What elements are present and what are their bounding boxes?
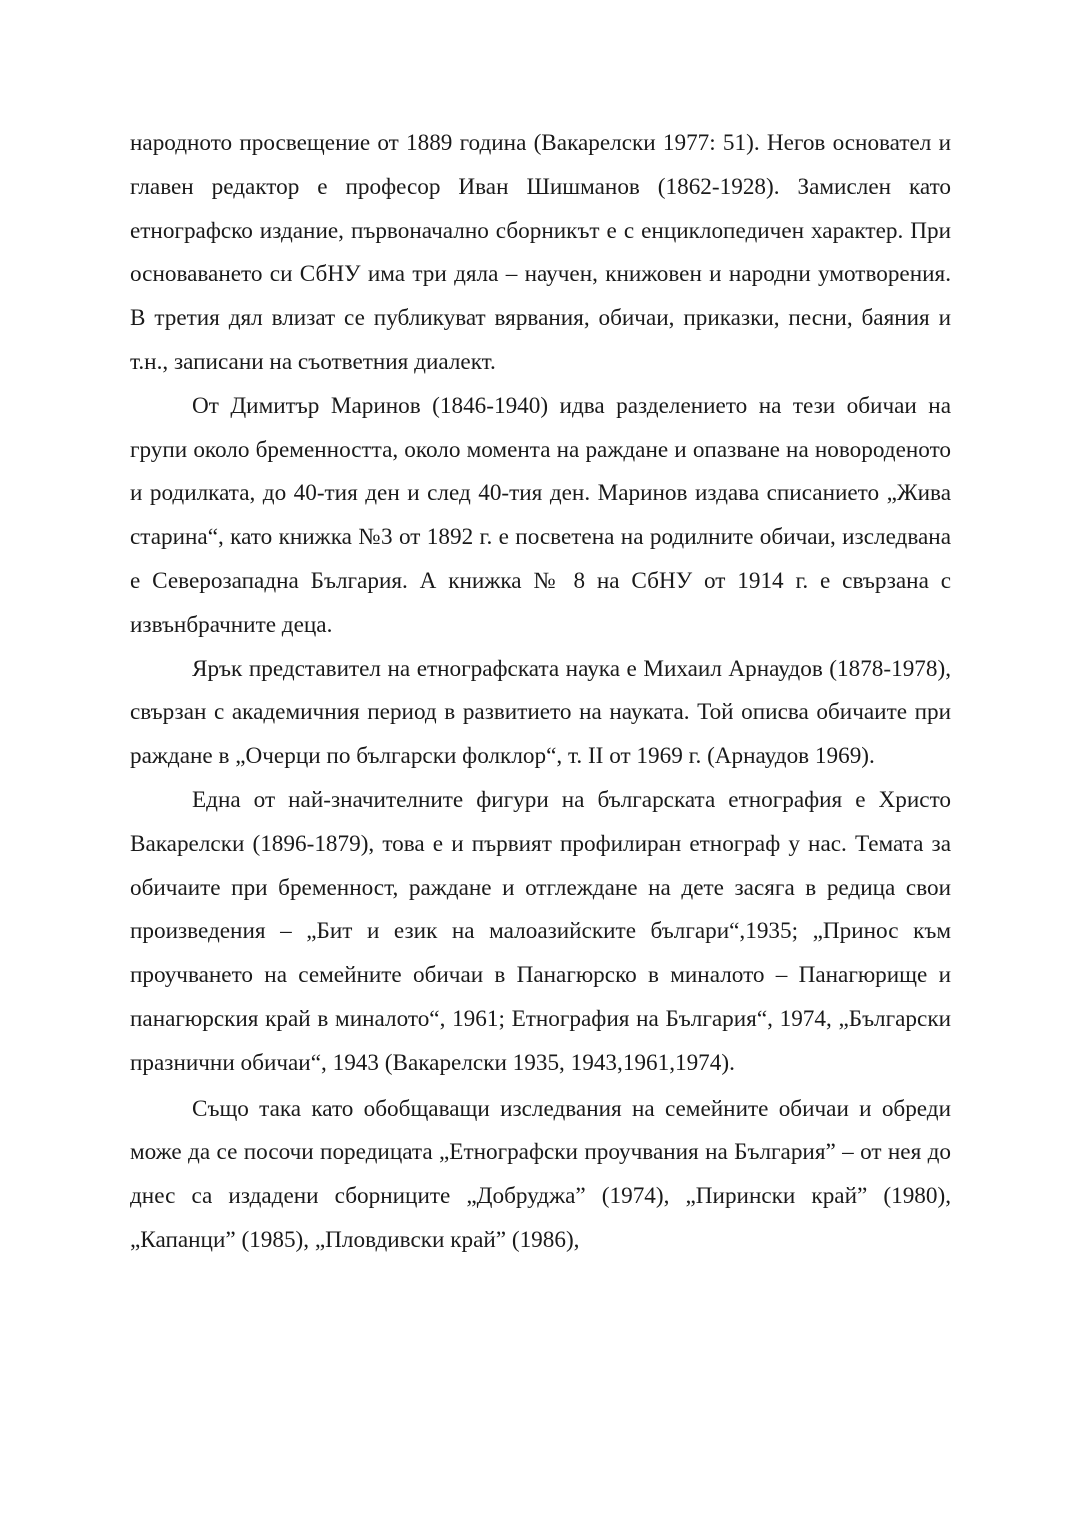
- paragraph-ethnographic-studies: Също така като обобщаващи изследвания на семейните обичаи и обреди може да се посочи поредицата „Етнографски проучвания на България” – от нея до днес са издадени сборниците „Добруджа” (1974), „Пирински край” (1980), „Капанци” (1985), „Пловдивски край” (1986),: [130, 1095, 951, 1253]
- paragraph-arnaudov: Ярък представител на етнографската наука е Михаил Арнаудов (1878-1978), свързан с академичния период в развитието на науката. Той описва обичаите при раждане в „Очерци по български фолклор“, т. II от 1969 г. (Арнаудов 1969).: [130, 655, 951, 770]
- document-page: [130, 122, 951, 1263]
- paragraph-marinov: От Димитър Маринов (1846-1940) идва разделението на тези обичаи на групи около бременността, около момента на раждане и опазване на новороденото и родилката, до 40-тия ден и след 40-тия ден. Маринов издава списанието „Жива старина“, като книжка №3 от 1892 г. е посветена на родилните обичаи, изследвана е Северозападна България. А книжка № 8 на СбНУ от 1914 г. е свързана с извънбрачните деца.: [130, 392, 951, 638]
- paragraph-vakarelski: Една от най-значителните фигури на българската етнография е Христо Вакарелски (1896-1879), това е и първият профилиран етнограф у нас. Темата за обичаите при бременност, раждане и отглеждане на дете засяга в редица свои произведения – „Бит и език на малоазийските българи“,1935; „Принос към проучването на семейните обичаи в Панагюрско в миналото – Панагюрище и панагюрския край в миналото“, 1961; Етнография на България“, 1974, „Български празнични обичаи“, 1943 (Вакарелски 1935, 1943,1961,1974).: [130, 786, 951, 1076]
- paragraph-sbnu: народното просвещение от 1889 година (Вакарелски 1977: 51). Негов основател и главен редактор е професор Иван Шишманов (1862-1928). Замислен като етнографско издание, първоначално сборникът е с енциклопедичен характер. При основаването си СбНУ има три дяла – научен, книжовен и народни умотворения. В третия дял влизат се публикуват вярвания, обичаи, приказки, песни, баяния и т.н., записани на съответния диалект.: [130, 130, 951, 375]
